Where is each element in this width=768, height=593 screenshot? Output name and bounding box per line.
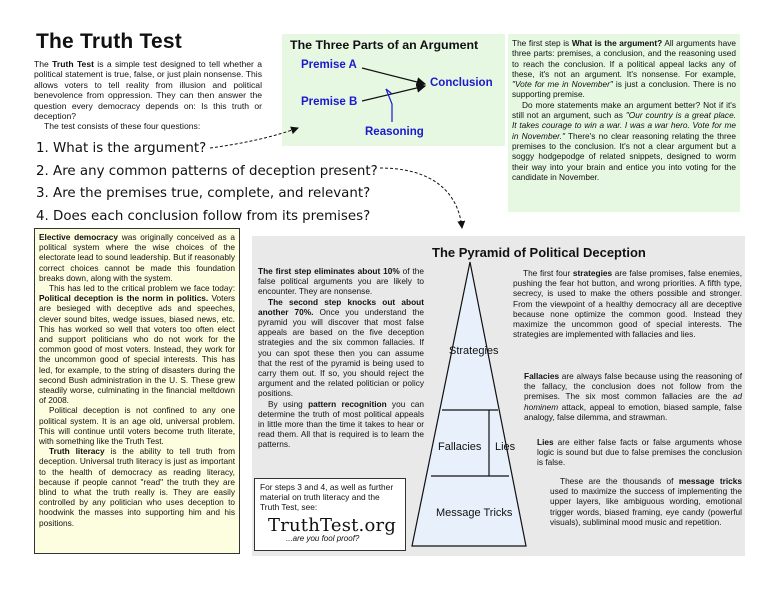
- promo-logo[interactable]: TruthTest.org: [268, 514, 397, 536]
- question-2: 2. Are any common patterns of deception present?: [36, 163, 378, 179]
- lies-text: Lies are either false facts or false arguments whose logic is sound but due to false premises the conclusion is false.: [537, 437, 742, 468]
- first-step-panel: The first step is What is the argument? All arguments have three parts: premises, a conclusion, and the reasoning used to reach the conclusion. If a political appeal lacks any of these, it's not an argument. It's nonsense. For example, "Vote for me in November" is just a conclusion. There is no supporting premise. Do more statements make an argument better? Not if it's still not an argument, such as "Our country is a great place. It takes courage to win a war. I was a war hero. Vote for me in November." There's no clear reasoning relating the three premises to the conclusion. It's not a clear argument but a soggy hodgepodge of related snippets, designed to worm their way into your brain and entice you into voting for the candidate in November.: [508, 34, 740, 212]
- question-1: 1. What is the argument?: [36, 141, 207, 156]
- pyramid-title: The Pyramid of Political Deception: [432, 245, 646, 260]
- reasoning: Reasoning: [365, 126, 424, 138]
- premise-b: Premise B: [301, 96, 358, 108]
- promo-box: [254, 478, 406, 551]
- strategies-text: The first four strategies are false promises, false enemies, pushing the fear hot button, and wrong priorities. A fifth type, secrecy, is used to make the others possible and stronger. From the viewpoint of a healthy democracy all are deceptive because none optimize the common good. Instead they maximize the uncommon good of special interests. The strategies are implemented with fallacies and lies.: [513, 268, 743, 340]
- question-3: 3. Are the premises true, complete, and relevant?: [36, 186, 371, 202]
- three-parts-title: The Three Parts of an Argument: [290, 38, 479, 52]
- pyramid-level-fallacies: Fallacies: [438, 441, 482, 453]
- steps-text: The first step eliminates about 10% of the false political arguments you are likely to encounter. They are nonsense. The second step knocks out about another 70%. Once you understand the pyramid you will discover that most false appeals are based on the five deception strategies and the six common fallacies. If you can spot these then you can assume that the rest of the pyramid is being used to carry them out. If so, you should reject the argument and the related politician or policy positions. By using pattern recognition you can determine the truth of most political appeals in little more than the time it takes to hear or read them. All that is required is to learn the patterns.: [258, 266, 424, 450]
- conclusion: Conclusion: [430, 77, 493, 89]
- pyramid-level-message-tricks: Message Tricks: [436, 507, 513, 519]
- premise-a: Premise A: [301, 59, 357, 71]
- intro-text: The Truth Test is a simple test designed to tell whether a political statement is true, false, or just plain nonsense. This allows voters to tell reality from illusion and political benevolence from oppression. They can then answer the question every democracy depends on: Is this truth or deception? The test consists of these four questions:: [34, 59, 262, 132]
- question-4: 4. Does each conclusion follow from its premises?: [36, 208, 371, 224]
- pyramid-level-lies: Lies: [495, 441, 516, 453]
- democracy-panel: Elective democracy was originally conceived as a political system where the wise choices of the electorate lead to sound leadership. But if reasonably correct choices cannot be made this foundation breaks down, along with the system. This has led to the critical problem we face today: Political deception is the norm in politics. Voters are besieged with deceptive ads and speeches, clever sound bites, wedge issues, biased news, etc. This has worked so well that voters too often elect and support politicians who do not work for the common good of most voters. Instead, they work for the uncommon good of special interests. This has led, for example, to the string of disasters during the second Bush administration in the U. S. These grew steadily worse, culminating in the financial meltdown of 2008. Political deception is not confined to any one political system. It is an age old, universal problem. This will continue until voters become truth literate, with something like the Truth Test. Truth literacy is the ability to tell truth from deception. Universal truth literacy is just as important to the health of democracy as reading literacy, because if people cannot "read" the truth they are blind to what the truth really is. They are easily controlled by any politician who uses deception to hoodwink the masses into supporting him and his positions.: [34, 228, 240, 554]
- page-title: The Truth Test: [36, 30, 182, 53]
- promo-tagline: ...are you fool proof?: [286, 533, 360, 543]
- promo-text: For steps 3 and 4, as well as further material on truth literacy and the Truth Test, see:: [260, 482, 394, 513]
- message-tricks-text: These are the thousands of message tricks used to maximize the success of implementing the upper layers, like ambiguous wording, emotional trigger words, biased framing, eye candy (powerful visuals), subliminal mood music and repetition.: [550, 476, 742, 527]
- pyramid-level-strategies: Strategies: [449, 345, 499, 357]
- fallacies-text: Fallacies are always false because using the reasoning of the fallacy, the conclusion does not follow from the premises. The six most common fallacies are the ad hominem attack, appeal to emotion, biased sample, false analogy, false dilemma, and strawman.: [524, 371, 742, 422]
